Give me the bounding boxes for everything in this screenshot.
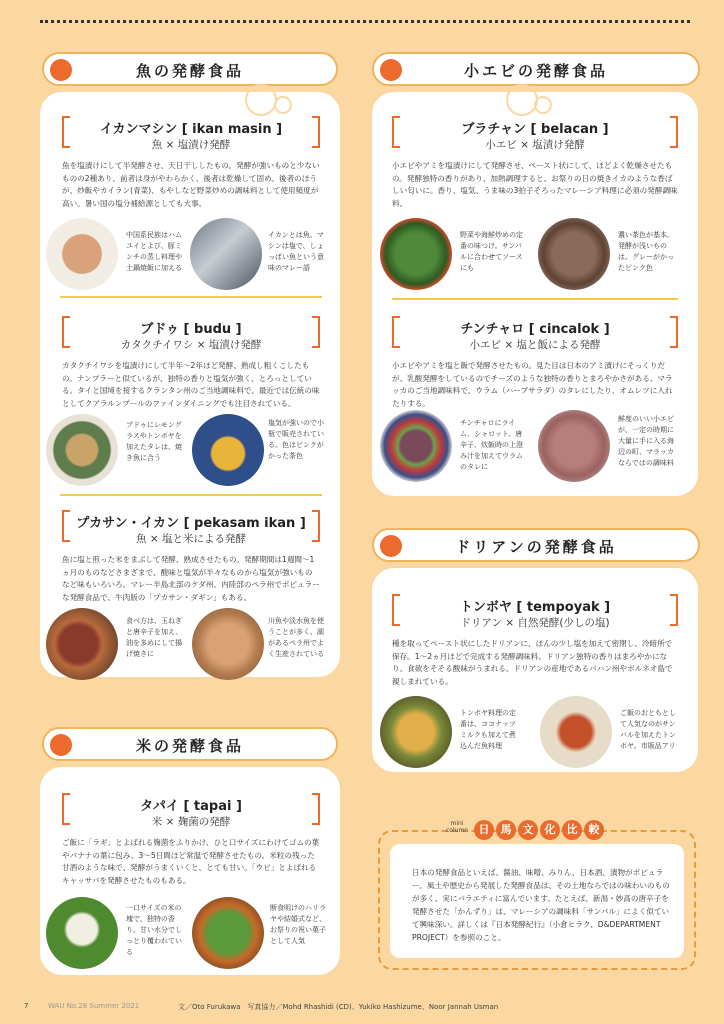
credits: 文／Oto Furukawa 写真協力／Mohd Rhashidi (CD)、Yukiko Hashizume、Noor Jannah Usman: [178, 1003, 499, 1011]
cincalok-jar-photo: [538, 410, 610, 482]
entry-title: タパイ [ tapai ]: [140, 799, 242, 814]
entry-pekasam-ikan: [62, 512, 324, 672]
mini-column-panel: [390, 844, 684, 958]
entry-body: カタクチイワシを塩漬けにして半年〜2年ほど発酵、熟成し粗くこしたもの。ナンプラーと似ているが、独特の香りと塩気が強く、とろっとしている。タイと国境を接するクランタン州のご当地調味料で、最近では伝統の味としてクアラルンプールのファインダイニングでも注目されている。: [62, 361, 320, 408]
entry-belacan: [392, 118, 678, 298]
entry-tapai: [62, 795, 326, 970]
budu-dish-photo: [46, 414, 118, 486]
entry-title: イカンマシン [ ikan masin ]: [99, 122, 283, 137]
bubble-decoration-icon: [534, 96, 552, 114]
entry-subtitle: 小エビ × 塩と飯による発酵: [469, 339, 601, 351]
tempoyak-fish-curry-photo: [380, 696, 452, 768]
entry-title: チンチャロ [ cincalok ]: [460, 322, 610, 337]
belacan-block-photo: [538, 218, 610, 290]
photo-caption: 一口サイズの米の塊で、独特の香り。甘い水分でしっとり覆われている: [126, 904, 182, 956]
magazine-issue: WAU No.28 Summer 2021: [48, 1002, 140, 1010]
cincalok-sauce-photo: [380, 410, 452, 482]
title-char: 較: [584, 820, 604, 840]
title-char: 比: [562, 820, 582, 840]
photo-caption: 断食明けのハリラヤや結婚式など、お祭りの祝い菓子として人気: [270, 904, 326, 945]
section-header-durian: [372, 528, 700, 562]
entry-title: ブドゥ [ budu ]: [140, 322, 242, 337]
title-char: 化: [540, 820, 560, 840]
title-char: 馬: [496, 820, 516, 840]
photo-caption: 中国系民族はハムユイとよび、豚ミンチの蒸し料理や土鍋焼飯に加える: [126, 231, 182, 272]
section-title-rice: 米の発酵食品: [135, 737, 244, 755]
entry-cincalok: [392, 318, 678, 488]
mini-column: [378, 820, 696, 970]
entry-body: 種を取ってペースト状にしたドリアンに、ほんの少し塩を加えて密閉し、冷暗所で保存。1〜2ヵ月ほどで完成する発酵調味料。ドリアン独特の香りはまろやかになり、食欲をそそる酸味がうまれる。ドリアンの産地であるパハン州やボルネオ島で親しまれている。: [392, 639, 673, 686]
entry-title: プカサン・イカン [ pekasam ikan ]: [76, 516, 306, 531]
photo-caption: イカンとは魚、マシンは塩で、しょっぱい魚という意味のマレー語: [268, 231, 324, 272]
pekasam-fried-photo: [46, 608, 118, 680]
entry-body: 小エビやアミを塩と飯で発酵させたもの。見た目は日本のアミ漬けにそっくりだが、乳酸発酵をしているのでチーズのような独特の香りとまろやかさがある。マラッカのご当地調味料で、ウラム（ハーブサラダ）のタレにしたり、オムレツに入れたりする。: [392, 361, 673, 408]
photo-caption: ご飯のおともとして人気なのがサンバルを加えたトンボヤ。市販品アリ: [620, 709, 676, 750]
entry-subtitle: 小エビ × 塩漬け発酵: [485, 139, 585, 151]
bubble-decoration-icon: [274, 96, 292, 114]
entry-budu: [62, 318, 324, 488]
photo-caption: ブドゥにレモングラスやトンボヤを加えたタレは、焼き魚に合う: [126, 421, 182, 462]
title-char: 日: [474, 820, 494, 840]
entry-subtitle: 米 × 麹菌の発酵: [151, 816, 231, 828]
dried-fish-market-photo: [190, 218, 262, 290]
entry-subtitle: 魚 × 塩漬け発酵: [151, 139, 231, 151]
photo-caption: 食べ方は、玉ねぎと唐辛子を加え、油を多めにして揚げ焼きに: [126, 617, 183, 658]
entry-title: トンボヤ [ tempoyak ]: [459, 600, 611, 615]
entry-subtitle: ドリアン × 自然発酵(少しの塩): [460, 617, 610, 629]
page-number: 7: [24, 1002, 29, 1010]
entry-separator: [392, 298, 678, 300]
entry-separator: [60, 494, 322, 496]
top-dotted-rule: [40, 20, 690, 23]
entry-body: 魚を塩漬けにして半発酵させ、天日干ししたもの。発酵が強いものと少ないものの2種あり、前者は身がやわらかく、後者は乾燥して固め。後者のほうが、炒飯やカイラン(青菜)、もやしなど野菜炒めの調味料として使用頻度が高い。暑い国の塩分補給源としても大事。: [62, 161, 320, 208]
mini-column-label: mini column: [446, 820, 469, 834]
section-header-rice: [42, 727, 338, 761]
entry-body: ご飯に「ラギ」とよばれる麹菌をふりかけ、ひと口サイズにわけてゴムの葉やバナナの葉に包み、3〜5日間ほど常温で発酵させたもの。米粒の残った甘酒のような味で、発酵がうまくいくと、とても甘い。「ウビ」とよばれるキャッサバを発酵させたものもある。: [62, 838, 320, 885]
photo-caption: チンチャロにライム、シャロット、唐辛子、炊飯時の上澄み汁を加えてウラムのタレに: [460, 419, 523, 471]
photo-caption: 塩気が強いので小瓶で販売されている。色はピンクがかった茶色: [268, 419, 324, 460]
pekasam-packs-photo: [192, 608, 264, 680]
belacan-stir-fry-photo: [380, 218, 452, 290]
tempoyak-sambal-photo: [540, 696, 612, 768]
section-title-fish: 魚の発酵食品: [135, 62, 244, 80]
photo-caption: トンボヤ料理の定番は、ココナッツミルクも加えて煮込んだ魚料理: [460, 709, 516, 750]
tapai-rice-leaf-photo: [46, 897, 118, 969]
photo-caption: 野菜や海鮮炒めの定番の味つけ。サンバルに合わせてソースにも: [460, 231, 523, 272]
entry-subtitle: カタクチイワシ × 塩漬け発酵: [120, 339, 262, 351]
entry-body: 小エビやアミを塩漬けにして発酵させ、ペースト状にして、ほどよく乾燥させたもの。発酵独特の香りがあり、加熱調理すると、お祭りの日の焼きイカのような香ばしい匂いに。香り、塩気、うま味の3拍子そろったマレーシア料理に必須の発酵調味料。: [392, 161, 678, 208]
entry-subtitle: 魚 × 塩と米による発酵: [136, 533, 246, 545]
card-shrimp: [372, 92, 698, 496]
section-header-shrimp: [372, 52, 700, 86]
tapai-wrapped-photo: [192, 897, 264, 969]
ikan-masin-photo: [46, 218, 118, 290]
entry-separator: [60, 296, 322, 298]
mini-column-title: [446, 820, 646, 846]
section-header-fish: [42, 52, 338, 86]
title-char: 文: [518, 820, 538, 840]
entry-body: 魚に塩と煎った米をまぶして発酵、熟成させたもの。発酵期間は1週間〜1ヵ月のものなどさまざまで、酸味と塩気が半々なものから塩気が強いものなど味もいろいろ。マレー半島北部のケダ州、内陸部のペラ州でポピュラーな発酵食品で、牛肉版の「プカサン・ダギン」もある。: [62, 555, 320, 602]
card-durian: [372, 568, 698, 772]
mini-column-body: 日本の発酵食品といえば、醤油、味噌、みりん、日本酒、漬物がポピュラー。風土や歴史から発展した発酵食品は、その土地ならではの味わいのものが多く、実にバラエティに富んでいます。たとえば、新潟・妙高の唐辛子を発酵させた「かんずり」は、マレーシアの調味料「サンバル」によく似ていて興味深い。詳しくは『日本発酵紀行』（小倉ヒラク、D&DEPARTMENT PROJECT）を参照のこと。: [412, 868, 670, 942]
card-fish: [40, 92, 340, 677]
photo-caption: 鮮度のいい小エビが、一定の時期に大量に手に入る海辺の町、マラッカならではの調味料: [618, 415, 674, 467]
photo-caption: 濃い茶色が基本。発酵が浅いものは、グレーがかったピンク色: [618, 231, 674, 272]
bubble-decoration-icon: [245, 84, 277, 116]
entry-title: ブラチャン [ belacan ]: [461, 122, 609, 137]
entry-tempoyak: [392, 596, 678, 766]
photo-caption: 川魚や淡水魚を使うことが多く、湖があるペラ州でよく生産されている: [268, 617, 324, 658]
bubble-decoration-icon: [506, 84, 538, 116]
section-title-shrimp: 小エビの発酵食品: [463, 62, 608, 80]
card-rice: [40, 767, 340, 975]
budu-bottle-photo: [192, 414, 264, 486]
section-title-durian: ドリアンの発酵食品: [455, 538, 617, 556]
